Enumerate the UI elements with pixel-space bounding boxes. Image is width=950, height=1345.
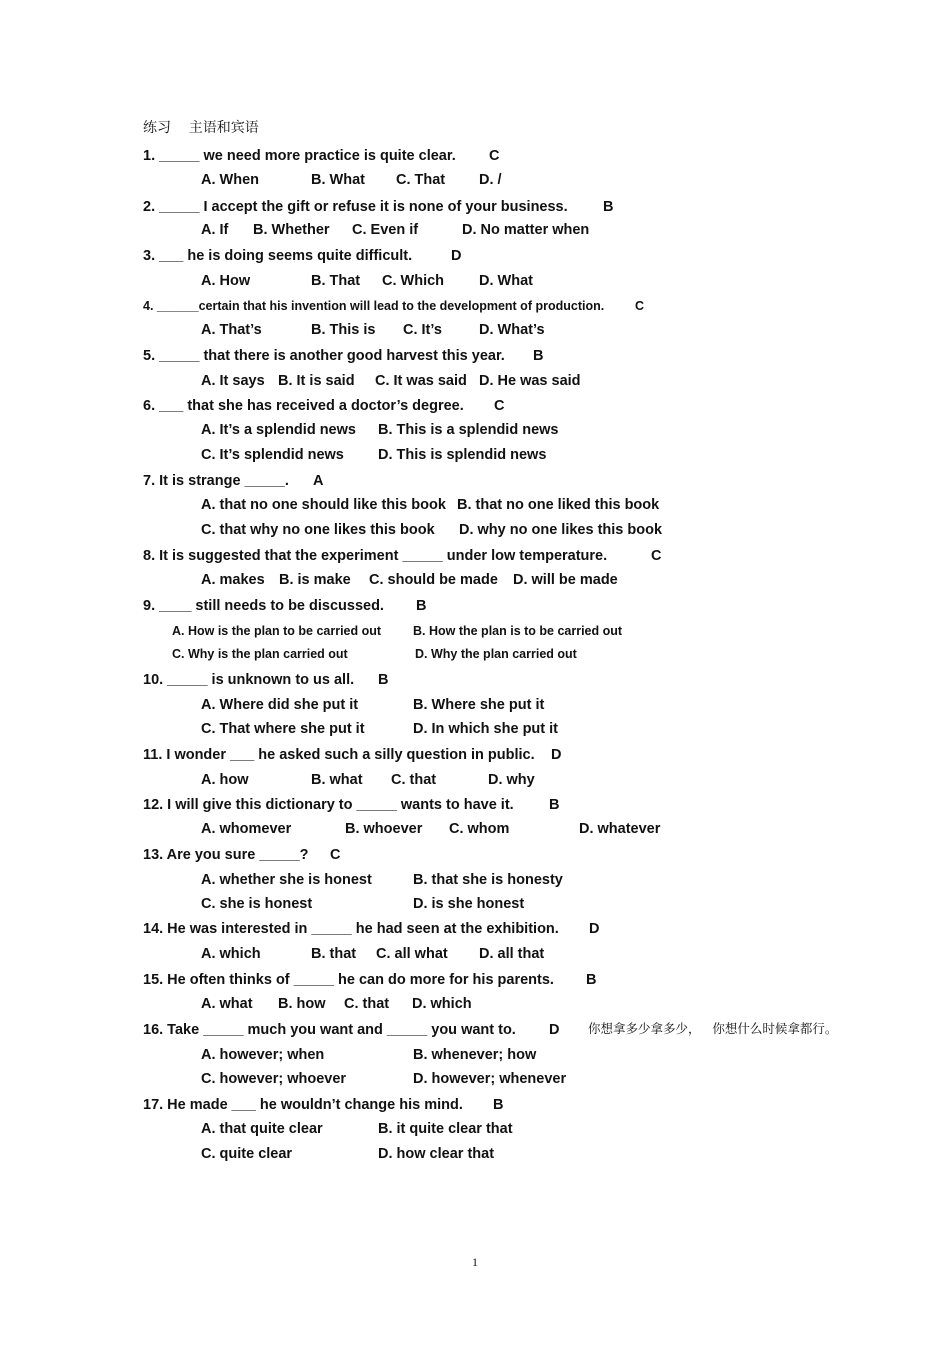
question-10-option-c: C. That where she put it bbox=[201, 721, 365, 737]
question-15-option-d: D. which bbox=[412, 996, 472, 1012]
question-1-answer: C bbox=[489, 148, 500, 164]
question-3-option-a: A. How bbox=[201, 273, 251, 289]
question-4-option-d: D. What’s bbox=[479, 322, 545, 338]
question-17-stem: 17. He made ___ he wouldn’t change his mind. bbox=[143, 1097, 463, 1113]
question-7-option-c: C. that why no one likes this book bbox=[201, 522, 435, 538]
question-7-stem: 7. It is strange _____. bbox=[143, 473, 289, 489]
question-13-option-b: B. that she is honesty bbox=[413, 872, 563, 888]
question-3-stem: 3. ___ he is doing seems quite difficult. bbox=[143, 248, 413, 264]
question-11-option-d: D. why bbox=[488, 772, 535, 788]
question-2-option-b: B. Whether bbox=[253, 222, 330, 238]
question-8-option-b: B. is make bbox=[279, 572, 351, 588]
question-10-answer: B bbox=[378, 672, 389, 688]
question-12-answer: B bbox=[549, 797, 560, 813]
question-7-option-b: B. that no one liked this book bbox=[457, 497, 660, 513]
question-2-answer: B bbox=[603, 199, 614, 215]
question-13-option-c: C. she is honest bbox=[201, 896, 313, 912]
question-4-answer: C bbox=[635, 299, 645, 313]
question-13-stem: 13. Are you sure _____? bbox=[143, 847, 309, 863]
question-10-option-d: D. In which she put it bbox=[413, 721, 558, 737]
question-15-option-c: C. that bbox=[344, 996, 390, 1012]
question-14-option-a: A. which bbox=[201, 946, 261, 962]
question-8-option-d: D. will be made bbox=[513, 572, 618, 588]
question-14-option-c: C. all what bbox=[376, 946, 448, 962]
question-7-option-d: D. why no one likes this book bbox=[459, 522, 663, 538]
question-9-option-c: C. Why is the plan carried out bbox=[172, 647, 348, 661]
question-11-option-c: C. that bbox=[391, 772, 437, 788]
question-2-option-d: D. No matter when bbox=[462, 222, 590, 238]
question-9-option-a: A. How is the plan to be carried out bbox=[172, 624, 382, 638]
question-15-option-b: B. how bbox=[278, 996, 326, 1012]
question-16-option-a: A. however; when bbox=[201, 1047, 325, 1063]
question-7-answer: A bbox=[313, 473, 324, 489]
question-17-option-c: C. quite clear bbox=[201, 1146, 293, 1162]
question-12-option-c: C. whom bbox=[449, 821, 510, 837]
question-17-option-a: A. that quite clear bbox=[201, 1121, 323, 1137]
page-title: 练习 主语和宾语 bbox=[143, 120, 259, 136]
question-4-option-a: A. That’s bbox=[201, 322, 262, 338]
question-1-option-a: A. When bbox=[201, 172, 259, 188]
question-5-stem: 5. _____ that there is another good harvest this year. bbox=[143, 348, 505, 364]
question-13-option-a: A. whether she is honest bbox=[201, 872, 372, 888]
question-11-option-b: B. what bbox=[311, 772, 363, 788]
question-13-answer: C bbox=[330, 847, 341, 863]
question-14-stem: 14. He was interested in _____ he had seen at the exhibition. bbox=[143, 921, 559, 937]
question-17-answer: B bbox=[493, 1097, 504, 1113]
question-8-option-c: C. should be made bbox=[369, 572, 498, 588]
page-number: 1 bbox=[472, 1255, 478, 1269]
question-2-option-c: C. Even if bbox=[352, 222, 419, 238]
question-12-stem: 12. I will give this dictionary to _____ wants to have it. bbox=[143, 797, 514, 813]
question-3-answer: D bbox=[451, 248, 462, 264]
question-6-option-a: A. It’s a splendid news bbox=[201, 422, 356, 438]
question-5-option-b: B. It is said bbox=[278, 373, 355, 389]
question-5-option-c: C. It was said bbox=[375, 373, 467, 389]
question-16-option-d: D. however; whenever bbox=[413, 1071, 567, 1087]
question-10-option-b: B. Where she put it bbox=[413, 697, 545, 713]
question-15-answer: B bbox=[586, 972, 597, 988]
question-10-option-a: A. Where did she put it bbox=[201, 697, 359, 713]
question-15-stem: 15. He often thinks of _____ he can do more for his parents. bbox=[143, 972, 554, 988]
question-12-option-a: A. whomever bbox=[201, 821, 292, 837]
question-14-answer: D bbox=[589, 921, 600, 937]
question-7-option-a: A. that no one should like this book bbox=[201, 497, 446, 513]
question-1-stem: 1. _____ we need more practice is quite clear. bbox=[143, 148, 456, 164]
question-9-answer: B bbox=[416, 598, 427, 614]
question-4-stem: 4. ______certain that his invention will lead to the development of production. bbox=[143, 299, 605, 313]
question-11-option-a: A. how bbox=[201, 772, 249, 788]
question-6-stem: 6. ___ that she has received a doctor’s degree. bbox=[143, 398, 464, 414]
question-8-stem: 8. It is suggested that the experiment _____ under low temperature. bbox=[143, 548, 608, 564]
question-3-option-d: D. What bbox=[479, 273, 533, 289]
question-4-option-b: B. This is bbox=[311, 322, 376, 338]
question-6-option-c: C. It’s splendid news bbox=[201, 447, 344, 463]
question-14-option-d: D. all that bbox=[479, 946, 545, 962]
question-10-stem: 10. _____ is unknown to us all. bbox=[143, 672, 355, 688]
question-16-note: 你想拿多少拿多少， 你想什么时候拿都行。 bbox=[588, 1021, 838, 1036]
question-16-stem: 16. Take _____ much you want and _____ you want to. bbox=[143, 1022, 516, 1038]
question-3-option-c: C. Which bbox=[382, 273, 445, 289]
question-1-option-d: D. / bbox=[479, 172, 502, 188]
question-6-answer: C bbox=[494, 398, 505, 414]
question-8-option-a: A. makes bbox=[201, 572, 265, 588]
question-5-option-a: A. It says bbox=[201, 373, 265, 389]
question-12-option-b: B. whoever bbox=[345, 821, 423, 837]
question-6-option-b: B. This is a splendid news bbox=[378, 422, 559, 438]
question-15-option-a: A. what bbox=[201, 996, 253, 1012]
question-4-option-c: C. It’s bbox=[403, 322, 442, 338]
question-2-stem: 2. _____ I accept the gift or refuse it is none of your business. bbox=[143, 199, 568, 215]
question-5-option-d: D. He was said bbox=[479, 373, 581, 389]
question-16-answer: D bbox=[549, 1022, 560, 1038]
question-9-option-d: D. Why the plan carried out bbox=[415, 647, 577, 661]
question-12-option-d: D. whatever bbox=[579, 821, 661, 837]
question-11-stem: 11. I wonder ___ he asked such a silly question in public. bbox=[143, 747, 535, 763]
question-9-stem: 9. ____ still needs to be discussed. bbox=[143, 598, 384, 614]
question-9-option-b: B. How the plan is to be carried out bbox=[413, 624, 623, 638]
question-11-answer: D bbox=[551, 747, 562, 763]
question-2-option-a: A. If bbox=[201, 222, 229, 238]
question-17-option-d: D. how clear that bbox=[378, 1146, 495, 1162]
question-16-option-b: B. whenever; how bbox=[413, 1047, 537, 1063]
question-1-option-b: B. What bbox=[311, 172, 365, 188]
question-3-option-b: B. That bbox=[311, 273, 361, 289]
question-14-option-b: B. that bbox=[311, 946, 357, 962]
question-16-option-c: C. however; whoever bbox=[201, 1071, 347, 1087]
question-13-option-d: D. is she honest bbox=[413, 896, 525, 912]
question-5-answer: B bbox=[533, 348, 544, 364]
question-17-option-b: B. it quite clear that bbox=[378, 1121, 513, 1137]
question-6-option-d: D. This is splendid news bbox=[378, 447, 547, 463]
question-8-answer: C bbox=[651, 548, 662, 564]
question-1-option-c: C. That bbox=[396, 172, 446, 188]
